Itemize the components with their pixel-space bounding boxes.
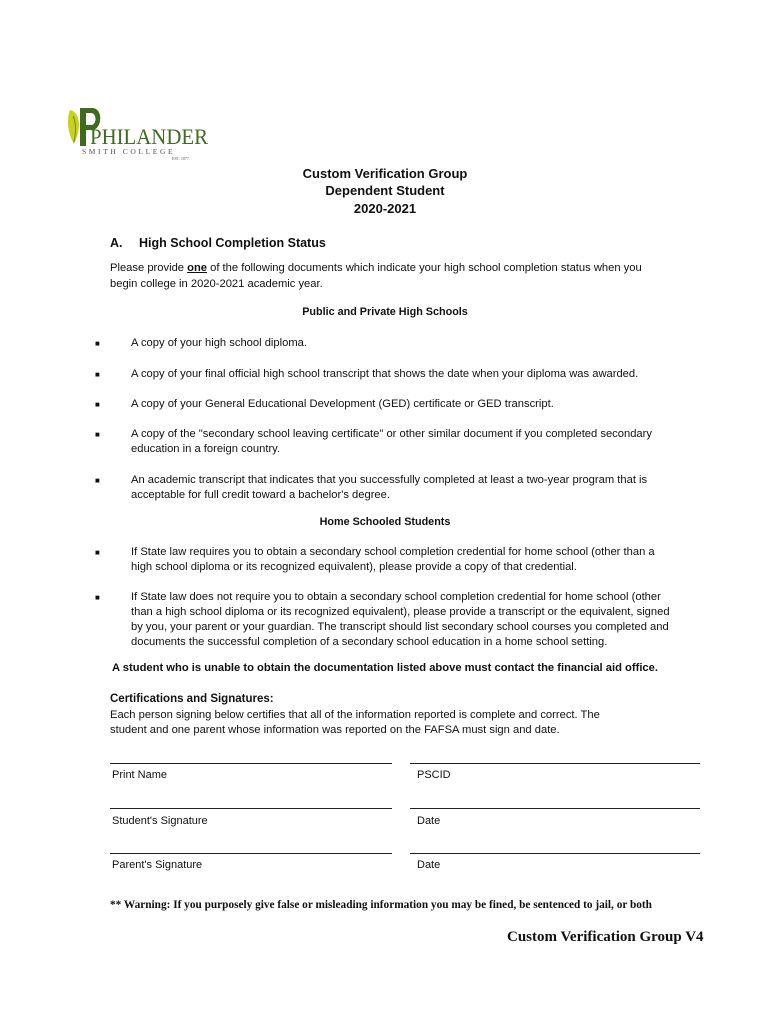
logo-graphic: [66, 102, 216, 162]
bullet-square-icon: ■: [95, 370, 100, 379]
home-schooled-heading: Home Schooled Students: [319, 516, 451, 528]
parent-signature-line: [110, 853, 392, 854]
list-item: [95, 427, 675, 457]
student-signature-line: [110, 808, 392, 809]
list-item-text: A copy of your final official high school transcript that shows the date when your diploma was awarded.: [131, 368, 639, 380]
print-name-label: Print Name: [112, 769, 168, 781]
bullet-square-icon: ■: [95, 548, 100, 557]
doc-title-line3: 2020-2021: [353, 201, 417, 216]
list-item: [95, 336, 675, 351]
intro-emphasis: one: [187, 262, 208, 274]
bullet-square-icon: ■: [95, 593, 100, 602]
bullet-square-icon: ■: [95, 400, 100, 409]
intro-text-end: of the following documents which indicate your high school completion status when you begin college in 2020-2021 academic year.: [110, 262, 642, 290]
list-item-text: A copy of your high school diploma.: [131, 337, 307, 349]
footer-title: Custom Verification Group V4: [507, 929, 704, 945]
list-item: [95, 367, 675, 382]
logo-name: PHILANDER: [90, 124, 209, 149]
college-logo: [66, 102, 216, 162]
certifications-heading: Certifications and Signatures:: [110, 693, 274, 705]
certifications-body: Each person signing below certifies that all of the information reported is complete and correct. The student and one parent whose information was reported on the FAFSA must sign and date.: [110, 709, 600, 736]
bullet-square-icon: ■: [95, 339, 100, 348]
doc-title-line2: Dependent Student: [325, 183, 445, 198]
public-private-heading: Public and Private High Schools: [302, 306, 468, 318]
list-item: [95, 473, 675, 503]
parent-signature-label: Parent's Signature: [112, 859, 203, 871]
intro-text-start: Please provide: [110, 262, 188, 274]
list-item-text: An academic transcript that indicates that you successfully completed at least a two-year program that is acceptable for full credit toward a bachelor's degree.: [131, 474, 648, 501]
print-name-line: [110, 763, 392, 764]
pscid-label: PSCID: [417, 769, 451, 781]
section-letter: A.: [110, 236, 123, 250]
bullet-square-icon: ■: [95, 476, 100, 485]
pscid-line: [410, 763, 700, 764]
financial-aid-notice: A student who is unable to obtain the documentation listed above must contact the financial aid office.: [112, 662, 658, 674]
list-item: [95, 545, 675, 575]
list-item: [95, 590, 675, 650]
list-item-text: If State law does not require you to obtain a secondary school completion credential for home school (other than a high school diploma or its recognized equivalent), please provide a transcript or the equivalent, signed by you, your parent or your guardian. The transcript should list secondary school courses you completed and documents the successful completion of a secondary school education in a home school setting.: [131, 591, 670, 648]
warning-text: ** Warning: If you purposely give false or misleading information you may be fined, be sentenced to jail, or both: [110, 899, 652, 911]
list-item-text: If State law requires you to obtain a secondary school completion credential for home school (other than a high school diploma or its recognized equivalent), please provide a copy of that credential.: [131, 546, 655, 573]
logo-subtitle: SMITH COLLEGE: [82, 147, 176, 156]
student-signature-label: Student's Signature: [112, 815, 208, 827]
list-item-text: A copy of the "secondary school leaving certificate" or other similar document if you completed secondary education in a foreign country.: [131, 428, 652, 455]
section-a-intro: [110, 260, 670, 292]
doc-title-line1: Custom Verification Group: [302, 166, 468, 181]
bullet-square-icon: ■: [95, 430, 100, 439]
date-label-2: Date: [417, 859, 441, 871]
date-label-1: Date: [417, 815, 441, 827]
list-item-text: A copy of your General Educational Development (GED) certificate or GED transcript.: [131, 398, 554, 410]
date-line-2: [410, 853, 700, 854]
list-item: [95, 397, 675, 412]
section-title: High School Completion Status: [139, 236, 326, 250]
logo-est: EST. 1877: [172, 156, 189, 161]
date-line-1: [410, 808, 700, 809]
section-a-heading: [110, 236, 326, 250]
